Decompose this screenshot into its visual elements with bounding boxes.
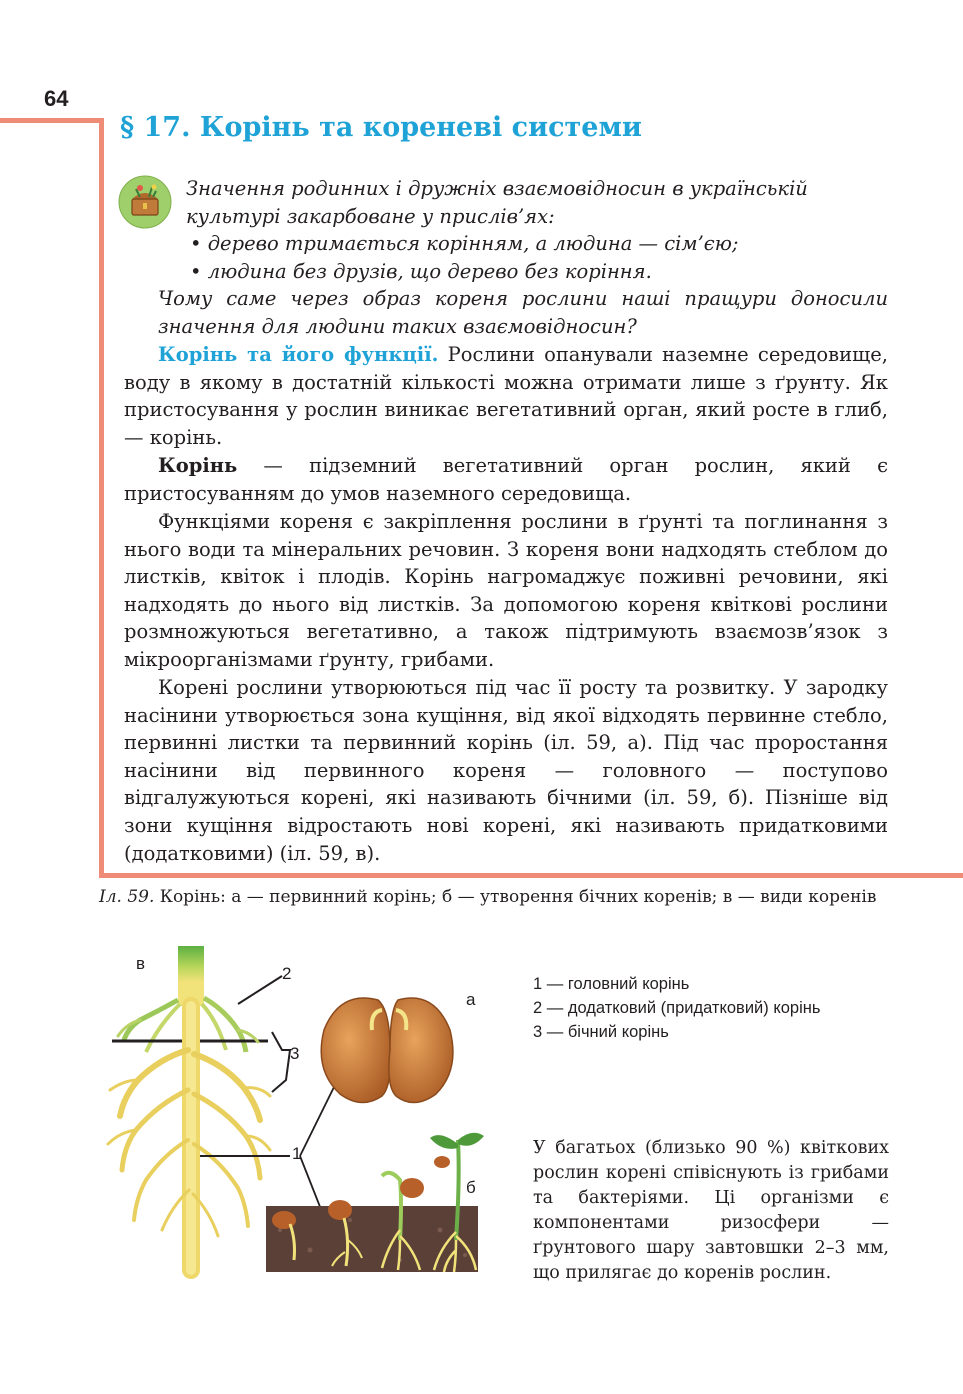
paragraph-root-definition xyxy=(124,452,888,507)
page-number: 64 xyxy=(44,86,69,111)
motif-intro-text: Значення родинних і дружніх взаємовідносин в українській культурі закарбоване у прислів’ях: xyxy=(186,177,808,228)
seed-diagram xyxy=(321,998,453,1103)
frame-border-bottom xyxy=(99,873,963,878)
paragraph-functions-intro xyxy=(124,341,888,451)
paragraph-root-functions: Функціями кореня є закріплення рослини в ґрунті та поглинання з нього води та мінеральних речовин. З кореня вони надходять стеблом до листків, квіток і плодів. Корінь нагромаджує поживні речовини, які надходять до нього від листків. За допомогою кореня квіткові рослини розмножуються вегетативно, а також підтримують взаємозв’язок з мікроорганізмами ґрунту, грибами. xyxy=(124,510,888,671)
frame-border-top xyxy=(0,118,104,123)
treasure-chest-icon xyxy=(118,175,172,229)
figure-label-v: в xyxy=(136,954,146,973)
proverb-item: • дерево тримається корінням, а людина — сім’єю; xyxy=(190,232,739,255)
paragraph-root-development: Корені рослини утворюються під час її росту та розвитку. У зародку насінини утворюється зона кущіння, від якої відходять первинне стебло, первинні листки та первинний корінь (іл. 59, а). Під час проростання насінини від первинного кореня — головного — поступово відгалужуються корені, які називають бічними (іл. 59, б). Пізніше від зони кущіння відростають нові корені, які називають придатковими (додатковими) (іл. 59, в). xyxy=(124,676,888,865)
proverb-item: • людина без друзів, що дерево без коріння. xyxy=(190,259,652,283)
motif-intro xyxy=(186,175,890,230)
figure-label-3: 3 xyxy=(290,1044,300,1063)
frame-border-left xyxy=(99,118,104,878)
paragraph-text: Рослини опанували наземне середовище, воду в якому в достатній кількості можна отримати лише з ґрунту. Як пристосування у рослин виникає вегетативний орган, який росте в глиб, — корінь. xyxy=(124,343,888,449)
figure-label-1: 1 xyxy=(292,1144,302,1163)
figure-caption xyxy=(99,885,891,909)
section-title: § 17. Корінь та кореневі системи xyxy=(120,112,642,143)
root-illustration xyxy=(100,940,520,1280)
paragraph-text: — підземний вегетативний орган рослин, який є пристосуванням до умов наземного середовища. xyxy=(124,454,888,505)
figure-legend xyxy=(533,972,820,1044)
proverb-list xyxy=(190,230,890,285)
figure-label-b: б xyxy=(466,1178,476,1197)
figure-label-2: 2 xyxy=(282,964,292,983)
figure-label-a: а xyxy=(466,990,476,1009)
term-root: Корінь xyxy=(158,454,238,477)
side-note-rhizosphere: У багатьох (близько 90 %) квіткових рослин корені співіснують із грибами та бактеріями. Ці організми є компонентами ризосфери — ґрунтового шару завтовшки 2–3 мм, що прилягає до коренів рослин. xyxy=(533,1138,889,1283)
legend-item: 1 — головний корінь xyxy=(533,975,690,993)
legend-item: 2 — додатковий (придатковий) корінь xyxy=(533,999,821,1017)
caption-label: Іл. 59. xyxy=(99,887,155,907)
paragraph-heading: Корінь та його функції. xyxy=(158,343,439,366)
legend-item: 3 — бічний корінь xyxy=(533,1023,669,1041)
motif-question: Чому саме через образ кореня рослини наші пращури доносили значення для людини таких взаємовідносин? xyxy=(158,287,888,338)
caption-text: Корінь: а — первинний корінь; б — утворення бічних коренів; в — види коренів xyxy=(154,887,877,907)
